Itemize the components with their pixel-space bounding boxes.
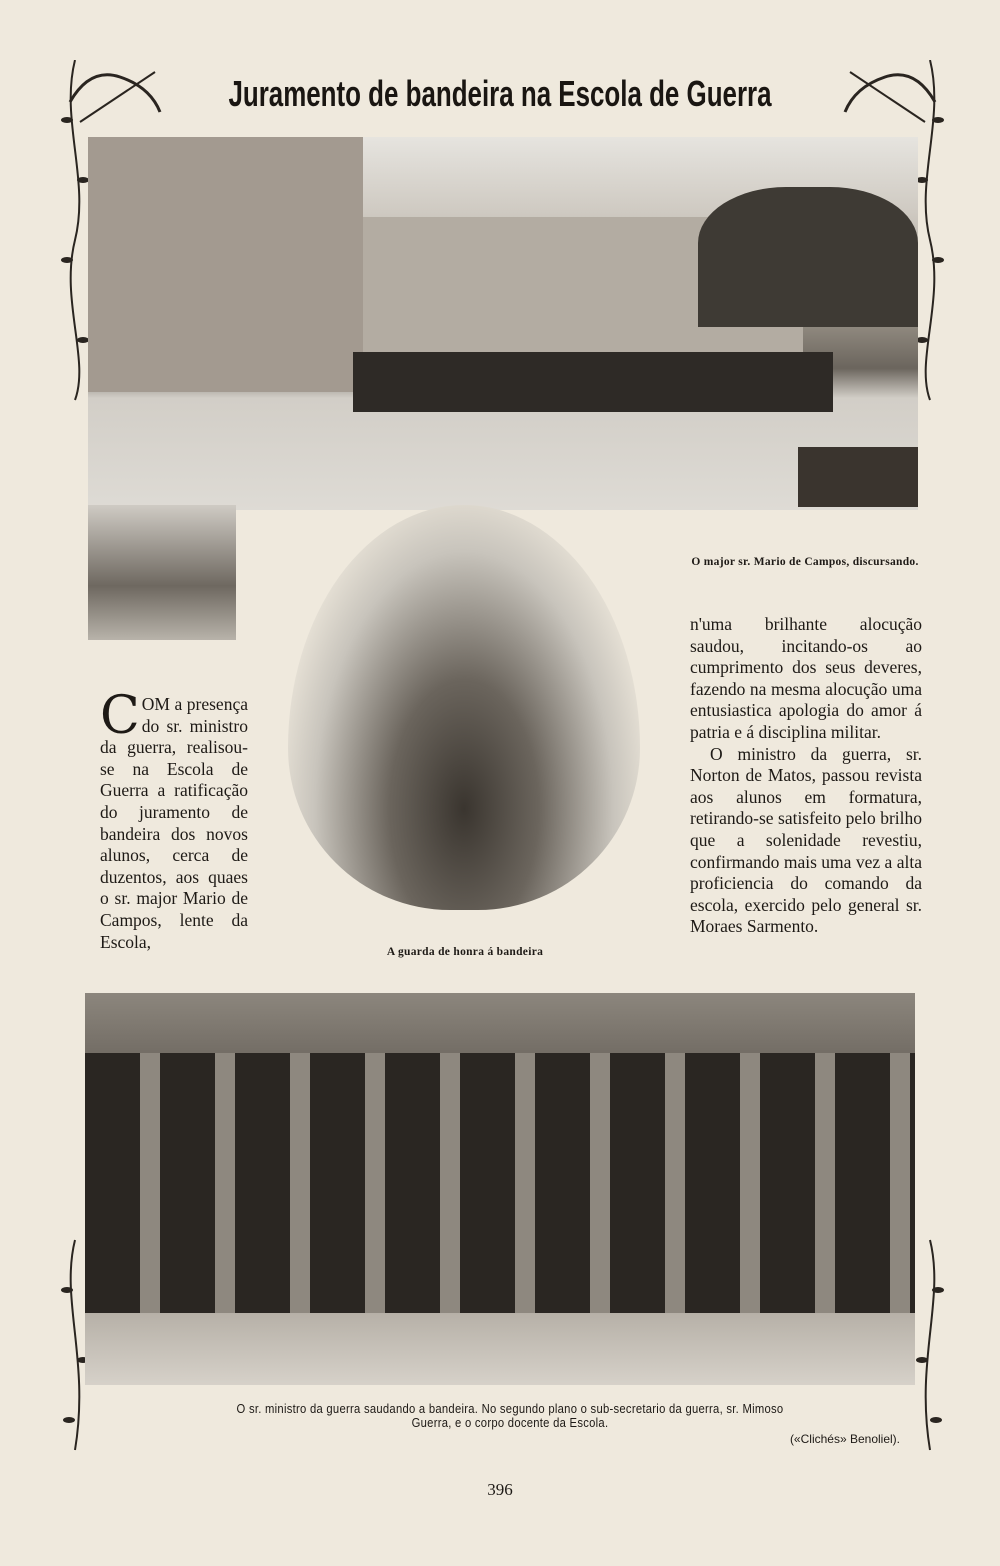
- speaker-platform: [798, 447, 918, 507]
- troops-formation: [353, 352, 833, 412]
- minister-saluting-photo: [85, 993, 915, 1385]
- parade-ground-photo: [88, 137, 918, 510]
- building-left: [88, 137, 363, 392]
- page-number: 396: [487, 1480, 513, 1499]
- caption-line: Guerra, e o corpo docente da Escola.: [411, 1416, 609, 1430]
- bottom-photo-caption: [141, 1402, 879, 1430]
- drop-cap: C: [100, 686, 140, 746]
- helmet-sword-emblem-icon: [60, 62, 170, 132]
- article-paragraph: O ministro da guerra, sr. Norton de Matos, passou revista aos alunos em formatura, retirando-se satisfeito pelo brilho que a solenidade revestiu, confirmando mais uma vez a alta proficiencia do comando da escola, exercido pelo general sr. Moraes Sarmento.: [690, 743, 922, 937]
- honor-guard-photo: [288, 505, 640, 910]
- officers-group: [85, 1053, 915, 1313]
- article-paragraph: n'uma brilhante alocução saudou, incitando-os ao cumprimento dos seus deveres, fazendo na mesma alocução uma entusiastica apologia do amor á patria e á disciplina militar.: [690, 614, 922, 742]
- oval-photo-caption: A guarda de honra á bandeira: [386, 946, 544, 958]
- officers-photo-extension: [88, 505, 236, 640]
- caption-line: O sr. ministro da guerra saudando a bandeira. No segundo plano o sub-secretario da guerra, sr. Mimoso: [236, 1402, 784, 1416]
- page-title: Juramento de bandeira na Escola de Guerra: [228, 73, 772, 114]
- photo-credit: («Clichés» Benoliel).: [789, 1432, 900, 1446]
- trees: [698, 187, 918, 327]
- top-photo-caption: O major sr. Mario de Campos, discursando.: [691, 556, 919, 568]
- article-text: OM a presença do sr. ministro da guerra, realisou-se na Escola de Guerra a ratificação do juramento de bandeira dos novos alunos, cerca de duzentos, aos quaes o sr. major Mario de Campos, lente da Escola,: [100, 694, 248, 952]
- article-left-column: [100, 686, 248, 953]
- article-right-column: [690, 614, 922, 938]
- helmet-sword-emblem-icon: [835, 62, 945, 132]
